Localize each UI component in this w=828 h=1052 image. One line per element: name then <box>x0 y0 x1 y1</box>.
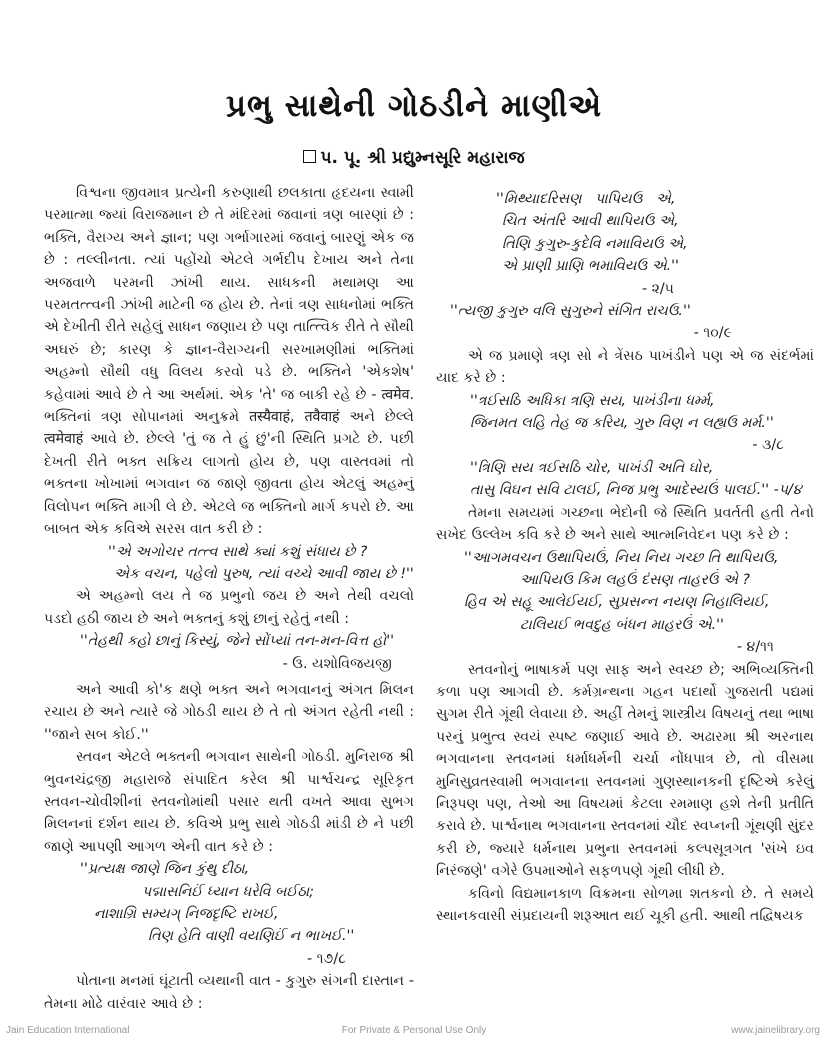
footer-website-link[interactable]: www.jainelibrary.org <box>731 1025 820 1036</box>
verse-line: ''તેહથી કહો છાનું કિસ્યું, જેને સોંપ્યાં તન-મન-વિત્ત હો'' <box>80 633 395 650</box>
left-column <box>44 182 414 1015</box>
verse-line: ''આગમવચન ઉથાપિયઉં, નિય નિય ગચ્છ તિ થાપિયઉ, <box>464 549 779 566</box>
verse-line: ચિત અંતરિ આવી થાપિયઉ એ, <box>502 213 679 230</box>
citation: - ૪/૧૧ <box>736 639 774 656</box>
verse-line: ''મિથ્યાદરિસણ પાપિયઉ એ, <box>496 191 676 207</box>
citation: - ૨/૫ <box>641 280 674 297</box>
paragraph: વિશ્વના જીવમાત્ર પ્રત્યેની કરુણાથી છલકાતા હૃદયના સ્વામી પરમાત્મા જ્યાં વિરાજમાન છે તે મંદિરમાં જવાનાં ત્રણ બારણાં છે : ભક્તિ, વૈરાગ્ય અને જ્ઞાન; પણ ગર્ભાગારમાં જવાનું બારણું એક જ છે : તલ્લીનતા. ત્યાં પહોંચો એટલે ગર્ભદીપ દેખાય અને તેના અજવાળે પરમની ઝાંખી થાય. સાધકની મથામણ આ પરમતત્ત્વની ઝાંખી માટેની જ હોય છે. તેનાં ત્રણ સાધનોમાં ભક્તિ એ દેખીતી રીતે સહેલું સાધન જણાય છે પણ તાત્ત્વિક રીતે તે સૌથી અઘરું છે; કારણ કે જ્ઞાન-વૈરાગ્યની સરખામણીમાં ભક્તિમાં અહમ્નો સૌથી વધુ વિલય કરવો પડે છે. ભક્તિને 'એકશેષ' કહેવામાં આવે છે તે આ અર્થમાં. એક 'તે' જ બાકી રહે છે - त्वमेव. ભક્તિનાં ત્રણ સોપાનમાં અનુક્રમે तस्यैवाहं, तवैवाहं અને છેલ્લે त्वमेवाहं આવે છે. છેલ્લે 'તું જ તે હું છું'ની સ્થિતિ પ્રગટે છે. પછી દેખતી રીતે ભક્ત સક્રિય લાગતો હોય છે, પણ વાસ્તવમાં તો ભક્તના ખોખામાં ભગવાન જ જાણે જીવતા હોય એટલું અહમ્નું વિલોપન ભક્તિ માગી લે છે. એટલે જ ભક્તિનો માર્ગ કપરો છે. આ બાબત એક કવિએ સરસ વાત કરી છે : <box>44 185 414 538</box>
verse-line: તિણિ કુગુરુ-કુદેવિ નમાવિયઉ એ, <box>502 235 688 252</box>
author-byline <box>0 148 828 168</box>
paragraph: એ અહમ્નો લય તે જ પ્રભુનો જય છે અને તેથી વચલો પડદો હઠી જાય છે અને ભક્તનું કશું છાનું રહેતું નથી : <box>44 588 414 627</box>
verse-line: ''ત્યજી કુગુરુ વલિ સુગુરુને સંગિત રાચઉ.'' <box>450 303 691 320</box>
verse-line: તિણ હેતિ વાણી વયણિઈં ન ભાખઈ.'' <box>148 928 355 945</box>
citation: - ૩/૮ <box>752 437 784 454</box>
footer-publisher: Jain Education International <box>6 1025 130 1036</box>
paragraph: સ્તવન એટલે ભક્તની ભગવાન સાથેની ગોઠડી. મુનિરાજ શ્રી ભુવનચંદ્રજી મહારાજે સંપાદિત કરેલ શ્રી પાર્શ્વચન્દ્ર સૂરિકૃત સ્તવન-ચોવીશીનાં સ્તવનોમાંથી પસાર થતી વખતે આવા સુભગ મિલનનાં દર્શન થાય છે. કવિએ પ્રભુ સાથે ગોઠડી માંડી છે ને પછી જાણે આપણી આગળ એની વાત કરે છે : <box>44 749 414 855</box>
verse-line: હિવ એ સહૂ આલેઈયઈ, સુપ્રસન્ન નયણ નિહાલિયઈ, <box>464 594 770 611</box>
verse-line: ''ત્રિણિ સય ત્રઈસઠિ ચોર, પાખંડી અતિ ઘોર, <box>470 459 714 476</box>
right-column <box>436 182 814 927</box>
verse-line: એક વચન, પહેલો પુરુષ, ત્યાં વચ્ચે આવી જાય છે !'' <box>114 565 414 582</box>
author-name: પ. પૂ. શ્રી પ્રદ્યુમ્નસૂરિ મહારાજ <box>320 148 525 168</box>
paragraph: સ્તવનોનું ભાષાકર્મ પણ સાફ અને સ્વચ્છ છે; અભિવ્યક્તિની કળા પણ આગવી છે. કર્મગ્રન્થના ગહન પદાર્થો ગુજરાતી પદ્યમાં સુગમ રીતે ગૂંથી લેવાયા છે. અહીં તેમનું શાસ્ત્રીય વિષયનું તથા ભાષા પરનું પ્રભુત્વ સ્વયં સ્પષ્ટ જણાઈ આવે છે. અઢારમા શ્રી અરનાથ ભગવાનના સ્તવનમાં ધર્માધર્મની ચર્ચા નોંધપાત્ર છે, તો વીસમા મુનિસુવ્રતસ્વામી ભગવાનના સ્તવનમાં ગુણસ્થાનકની દૃષ્ટિએ કરેલું નિરૂપણ પણ, તેઓ આ વિષયમાં કેટલા રમમાણ હશે તેની પ્રતીતિ કરાવે છે. પાર્શ્વનાથ ભગવાનના સ્તવનમાં ચૌદ સ્વપ્નની ગૂંથણી સુંદર કરી છે, જ્યારે ધર્મનાથ પ્રભુના સ્તવનમાં કલ્પસૂત્રગત 'સંખે ઇવ નિરંજણે' વગેરે ઉપમાઓને સફળપણે ગૂંથી લીધી છે. <box>436 661 814 880</box>
verse-line: ''પ્રત્યક્ષ જાણે જિન કુંથુ દીઠા, <box>80 861 250 878</box>
verse-line: એ પ્રાણી પ્રાણિ ભમાવિયઉ એ.'' <box>502 258 679 275</box>
paragraph: પોતાના મનમાં ઘૂંટાતી વ્યથાની વાત - કુગુરુ સંગની દાસ્તાન - તેમના મોઢે વારંવાર આવે છે : <box>44 973 414 1012</box>
square-bullet-icon <box>303 150 316 163</box>
footer-usage-note: For Private & Personal Use Only <box>341 1025 487 1036</box>
verse-line: જિનમત લહિ તેહ જ કરિય, ગુરુ વિણ ન લહ્યઉ મર્મ.'' <box>470 415 774 432</box>
verse-line: આપિયઉ કિમ લહઉં દંસણ તાહરઉં એ ? <box>520 571 750 588</box>
verse-line: તાસુ વિઘન સવિ ટાલઈ, નિજ પ્રભુ આદેસ્યઉં પાલઈ.'' -૫/૪ <box>470 482 802 499</box>
verse-line: નાશાગ્રિ સમ્યગ્ નિજદૃષ્ટિ રાખઈ, <box>94 906 279 922</box>
citation: - ઉ. યશોવિજયજી <box>282 655 392 672</box>
paragraph: કવિનો વિદ્યમાનકાળ વિક્રમના સોળમા શતકનો છે. તે સમયે સ્થાનકવાસી સંપ્રદાયની શરૂઆત થઈ ચૂકી હતી. આથી તદ્વિષયક <box>436 885 814 924</box>
verse-line: ટાલિયઈ ભવદુહ બંધન માહરઉં એ.'' <box>520 616 724 633</box>
citation: - ૧૭/૮ <box>306 950 346 967</box>
paragraph: તેમના સમયમાં ગચ્છના ભેદોની જે સ્થિતિ પ્રવર્તતી હતી તેનો સખેદ ઉલ્લેખ કવિ કરે છે અને સાથે આત્મનિવેદન પણ કરે છે : <box>436 504 814 544</box>
paragraph: અને આવી કો'ક ક્ષણે ભક્ત અને ભગવાનનું અંગત મિલન રચાય છે અને ત્યારે જે ગોઠડી થાય છે તે તો અંગત રહેતી નથી : ''જાને સબ કોઈ.'' <box>44 681 414 743</box>
verse-line: પદ્માસનિઈં ધ્યાન ધરેવિ બઈઠા; <box>142 883 314 900</box>
citation: - ૧૦/૯ <box>693 325 732 342</box>
verse-line: ''એ અગોચર તત્ત્વ સાથે ક્યાં કશું સંધાય છે ? <box>108 543 368 560</box>
article-title: પ્રભુ સાથેની ગોઠડીને માણીએ <box>225 88 603 124</box>
verse-line: ''ત્રઈસઠિ અધિકા ત્રણિ સય, પાખંડીના ધર્મ્મ, <box>470 392 715 409</box>
paragraph: એ જ પ્રમાણે ત્રણ સો ને ત્રેંસઠ પાખંડીને પણ એ જ સંદર્ભમાં યાદ કરે છે : <box>436 347 814 387</box>
